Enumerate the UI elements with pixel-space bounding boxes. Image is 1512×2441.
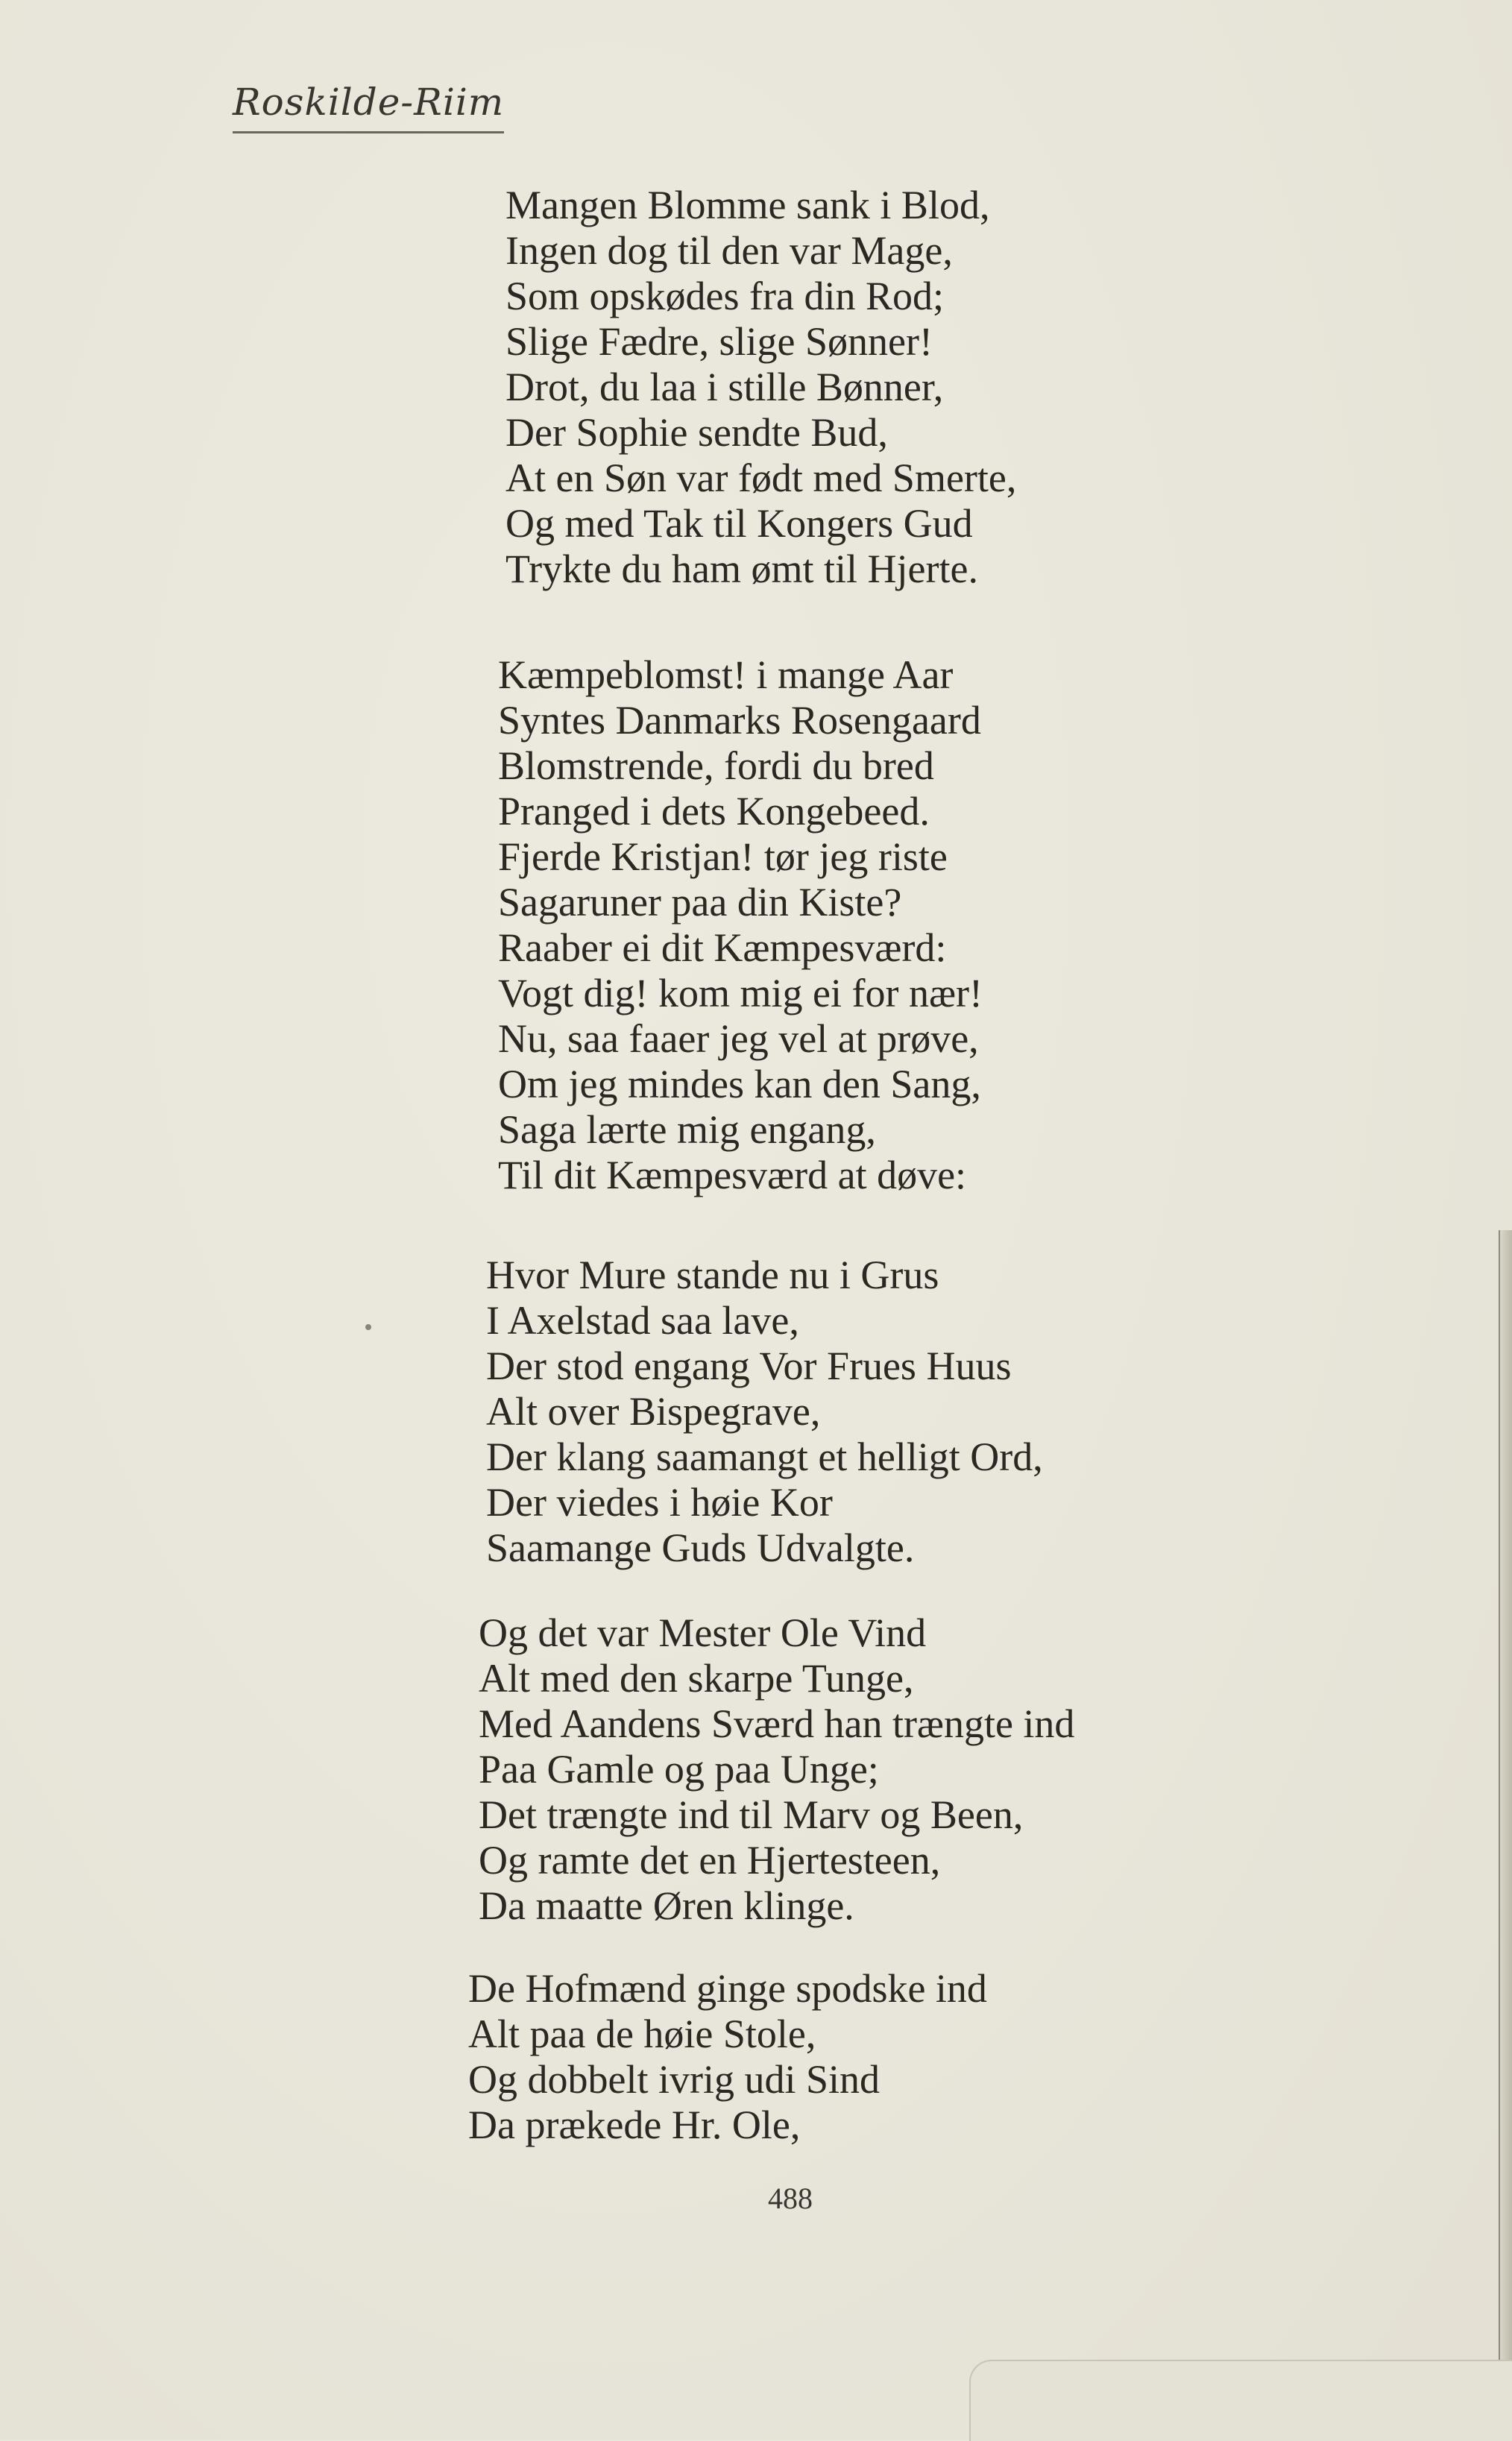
poem-line: Der klang saamangt et helligt Ord,: [486, 1434, 1043, 1479]
poem-line: Trykte du ham ømt til Hjerte.: [505, 547, 978, 591]
poem-line: Saga lærte mig engang,: [498, 1107, 876, 1152]
page-edge: [1499, 1230, 1512, 2440]
poem-line: Der Sophie sendte Bud,: [505, 410, 888, 455]
paper-speck: [365, 1324, 371, 1330]
poem-line: Sagaruner paa din Kiste?: [498, 880, 902, 925]
poem-line: Drot, du laa i stille Bønner,: [505, 365, 944, 409]
poem-line: Syntes Danmarks Rosengaard: [498, 698, 981, 743]
poem-line: Med Aandens Sværd han trængte ind: [479, 1701, 1075, 1746]
stanza-2: [498, 652, 983, 1198]
poem-line: Hvor Mure stande nu i Grus: [486, 1253, 939, 1297]
poem-line: Og ramte det en Hjertesteen,: [479, 1838, 941, 1883]
poem-line: Kæmpeblomst! i mange Aar: [498, 652, 954, 697]
poem-line: Mangen Blomme sank i Blod,: [505, 183, 990, 227]
page-fold: [969, 2360, 1512, 2441]
poem-line: At en Søn var født med Smerte,: [505, 456, 1017, 500]
poem-line: Da prækede Hr. Ole,: [468, 2103, 801, 2147]
stanza-4: [479, 1610, 1074, 1929]
poem-line: Paa Gamle og paa Unge;: [479, 1747, 879, 1792]
poem-line: I Axelstad saa lave,: [486, 1298, 799, 1343]
poem-line: Fjerde Kristjan! tør jeg riste: [498, 834, 948, 879]
poem-line: Da maatte Øren klinge.: [479, 1883, 854, 1928]
poem-line: Om jeg mindes kan den Sang,: [498, 1062, 981, 1106]
poem-line: Slige Fædre, slige Sønner!: [505, 319, 933, 364]
poem-line: Det trængte ind til Marv og Been,: [479, 1792, 1024, 1837]
poem-line: Og dobbelt ivrig udi Sind: [468, 2057, 880, 2102]
poem-line: Vogt dig! kom mig ei for nær!: [498, 971, 983, 1015]
poem-line: Og det var Mester Ole Vind: [479, 1610, 927, 1655]
poem-line: Pranged i dets Kongebeed.: [498, 789, 930, 834]
poem-line: Der viedes i høie Kor: [486, 1480, 833, 1525]
poem-line: Der stod engang Vor Frues Huus: [486, 1344, 1012, 1388]
poem-line: Ingen dog til den var Mage,: [505, 228, 953, 273]
poem-line: Alt paa de høie Stole,: [468, 2012, 816, 2056]
poem-line: Som opskødes fra din Rod;: [505, 274, 944, 318]
stanza-1: [505, 183, 1016, 592]
stanza-3: [486, 1253, 1043, 1571]
poem-line: Raaber ei dit Kæmpesværd:: [498, 925, 947, 970]
poem-line: Saamange Guds Udvalgte.: [486, 1525, 915, 1570]
page-number: 488: [768, 2182, 813, 2215]
poem-line: Alt over Bispegrave,: [486, 1389, 821, 1434]
poem-line: Nu, saa faaer jeg vel at prøve,: [498, 1016, 979, 1061]
poem-line: Til dit Kæmpesværd at døve:: [498, 1153, 967, 1197]
stanza-5: [468, 1966, 987, 2148]
poem-line: Blomstrende, fordi du bred: [498, 743, 934, 788]
poem-line: Og med Tak til Kongers Gud: [505, 501, 973, 546]
running-header: Roskilde-Riim: [233, 81, 504, 133]
poem-line: Alt med den skarpe Tunge,: [479, 1656, 914, 1701]
poem-line: De Hofmænd ginge spodske ind: [468, 1966, 987, 2011]
